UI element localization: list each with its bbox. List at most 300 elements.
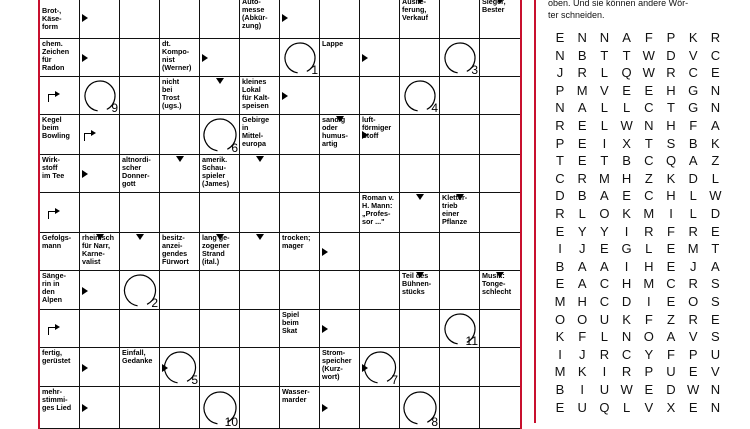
puzzle-letter[interactable]: S <box>711 329 720 345</box>
clue-r6c6: trocken; mager <box>282 233 311 251</box>
grid-cell[interactable] <box>280 193 320 233</box>
grid-cell[interactable] <box>200 193 240 233</box>
puzzle-letter[interactable]: D <box>666 382 676 397</box>
puzzle-letter[interactable]: O <box>599 206 610 221</box>
puzzle-letter[interactable]: P <box>688 346 698 362</box>
arrow-down-icon <box>136 234 144 240</box>
arrow-down-icon <box>416 0 424 4</box>
puzzle-letter[interactable]: R <box>555 118 565 133</box>
puzzle-letter[interactable]: S <box>711 276 720 292</box>
clue-r7c9: Teil des Bühnen- stücks <box>402 271 432 297</box>
clue-r1c3: dt. Kompo- nist (Werner) <box>162 39 192 73</box>
clue-r9c7: Strom- speicher (Kurz- wort) <box>322 348 352 382</box>
puzzle-letter[interactable]: F <box>644 30 653 45</box>
grid-cell[interactable] <box>480 233 520 271</box>
puzzle-letter[interactable]: I <box>558 241 562 257</box>
puzzle-letter[interactable]: H <box>621 276 632 292</box>
grid-cell[interactable] <box>280 348 320 387</box>
grid-cell[interactable] <box>320 155 360 193</box>
puzzle-letter[interactable]: D <box>621 294 632 309</box>
clue-r6c3: besitz- anzei- gendes Fürwort <box>162 233 189 267</box>
clue-r4c0: Wirk- stoff im Tee <box>42 155 65 181</box>
puzzle-letter[interactable]: E <box>622 188 631 204</box>
grid-cell[interactable] <box>80 193 120 233</box>
grid-cell[interactable] <box>440 115 480 155</box>
puzzle-letter[interactable]: A <box>600 258 609 274</box>
puzzle-letter[interactable]: K <box>622 311 631 327</box>
grid-cell[interactable] <box>480 193 520 233</box>
grid-cell[interactable] <box>240 39 280 77</box>
puzzle-letter[interactable]: P <box>644 364 654 380</box>
puzzle-letter[interactable]: R <box>644 223 654 239</box>
puzzle-letter[interactable]: N <box>710 82 721 98</box>
puzzle-letter[interactable]: C <box>710 47 721 63</box>
arrow-down-icon <box>176 156 184 162</box>
puzzle-letter[interactable]: E <box>555 399 565 415</box>
puzzle-letter[interactable]: B <box>577 188 587 204</box>
puzzle-letter[interactable]: D <box>555 188 565 204</box>
solution-circle <box>400 77 440 115</box>
circle-number: 7 <box>391 373 398 387</box>
grid-cell[interactable] <box>200 348 240 387</box>
puzzle-letter[interactable]: D <box>710 206 721 221</box>
grid-cell[interactable] <box>160 271 200 310</box>
arrow-down-icon <box>256 234 264 240</box>
puzzle-letter[interactable]: E <box>666 241 676 257</box>
grid-cell[interactable] <box>40 77 80 115</box>
puzzle-letter[interactable]: C <box>666 276 676 292</box>
puzzle-letter[interactable]: T <box>622 47 631 63</box>
grid-cell[interactable] <box>320 193 360 233</box>
grid-cell[interactable] <box>160 115 200 155</box>
grid-cell[interactable] <box>40 310 80 348</box>
grid-cell[interactable] <box>440 271 480 310</box>
puzzle-letter[interactable]: L <box>600 118 608 133</box>
puzzle-letter[interactable]: C <box>599 294 610 309</box>
grid-cell[interactable] <box>160 0 200 39</box>
clue-r2c5: kleines Lokal für Kalt- speisen <box>242 77 270 111</box>
puzzle-letter[interactable]: U <box>599 382 610 397</box>
clue-r0c9: Auslie- ferung, Verkauf <box>402 0 428 23</box>
puzzle-letter[interactable]: V <box>711 364 720 380</box>
clue-r6c0: Gefolgs- mann <box>42 233 72 251</box>
puzzle-letter[interactable]: V <box>688 329 698 345</box>
puzzle-letter[interactable]: W <box>709 188 722 204</box>
puzzle-letter[interactable]: L <box>578 206 586 221</box>
puzzle-letter[interactable]: B <box>688 135 698 151</box>
puzzle-letter[interactable]: M <box>643 276 655 292</box>
grid-cell[interactable] <box>480 348 520 387</box>
puzzle-letter[interactable]: W <box>642 47 655 63</box>
circle-number: 11 <box>465 334 478 348</box>
grid-cell[interactable] <box>240 387 280 429</box>
puzzle-letter[interactable]: E <box>577 118 587 133</box>
arrow-right-icon <box>282 14 288 22</box>
grid-cell[interactable] <box>80 310 120 348</box>
grid-cell[interactable] <box>160 387 200 429</box>
puzzle-letter[interactable]: S <box>666 135 676 151</box>
grid-cell[interactable] <box>200 0 240 39</box>
puzzle-letter[interactable]: E <box>644 82 654 98</box>
puzzle-letter[interactable]: U <box>599 311 610 327</box>
arrow-bent-icon <box>48 327 55 335</box>
solution-circle <box>120 271 160 310</box>
arrow-down-icon <box>336 116 344 122</box>
arrow-down-icon <box>416 194 424 200</box>
puzzle-letter[interactable]: A <box>622 30 631 45</box>
grid-cell[interactable] <box>400 310 440 348</box>
puzzle-letter[interactable]: K <box>577 364 587 380</box>
puzzle-letter[interactable]: F <box>644 311 653 327</box>
puzzle-letter[interactable]: L <box>622 100 631 116</box>
solution-circle <box>200 115 240 155</box>
puzzle-letter[interactable]: N <box>555 47 565 63</box>
grid-cell[interactable] <box>120 115 160 155</box>
puzzle-letter[interactable]: C <box>599 276 610 292</box>
puzzle-letter[interactable]: H <box>666 82 676 98</box>
puzzle-letter[interactable]: E <box>555 276 565 292</box>
puzzle-letter[interactable]: I <box>624 258 629 274</box>
puzzle-letter[interactable]: E <box>577 153 587 169</box>
puzzle-letter[interactable]: V <box>600 82 609 98</box>
puzzle-letter[interactable]: B <box>555 382 565 397</box>
grid-cell[interactable] <box>160 310 200 348</box>
puzzle-letter[interactable]: G <box>621 241 632 257</box>
grid-cell[interactable] <box>360 0 400 39</box>
puzzle-letter[interactable]: E <box>711 65 720 81</box>
arrow-bent-icon <box>84 133 91 141</box>
puzzle-letter[interactable]: R <box>710 30 721 45</box>
solution-circle <box>440 310 480 348</box>
puzzle-letter[interactable]: A <box>577 100 587 116</box>
grid-cell[interactable] <box>320 77 360 115</box>
puzzle-letter[interactable]: G <box>688 100 699 116</box>
puzzle-letter[interactable]: L <box>600 329 608 345</box>
puzzle-letter[interactable]: R <box>599 346 610 362</box>
letter-puzzle-panel <box>534 0 750 423</box>
puzzle-letter[interactable]: Z <box>644 170 653 186</box>
grid-cell[interactable] <box>320 271 360 310</box>
puzzle-letter[interactable]: N <box>710 399 721 415</box>
puzzle-letter[interactable]: R <box>688 223 698 239</box>
puzzle-letter[interactable]: K <box>666 170 676 186</box>
puzzle-letter[interactable]: I <box>624 223 629 239</box>
puzzle-letter[interactable]: D <box>666 47 676 63</box>
clue-r1c7: Lappe <box>322 39 344 48</box>
puzzle-letter[interactable]: D <box>688 170 698 186</box>
puzzle-letter[interactable]: X <box>666 399 676 415</box>
grid-cell[interactable] <box>360 387 400 429</box>
grid-cell[interactable] <box>360 271 400 310</box>
grid-cell[interactable] <box>400 233 440 271</box>
circle-number: 6 <box>231 141 238 155</box>
puzzle-letter[interactable]: J <box>556 65 564 81</box>
puzzle-letter[interactable]: L <box>689 206 697 221</box>
arrow-right-icon <box>322 325 328 333</box>
puzzle-letter[interactable]: P <box>555 82 565 98</box>
grid-cell[interactable] <box>480 155 520 193</box>
puzzle-letter[interactable]: H <box>666 118 676 133</box>
puzzle-letter[interactable]: L <box>711 170 719 186</box>
puzzle-letter[interactable]: N <box>621 329 632 345</box>
solution-circle <box>440 39 480 77</box>
grid-cell[interactable] <box>200 310 240 348</box>
puzzle-letter[interactable]: A <box>711 258 720 274</box>
circle-number: 8 <box>431 415 438 429</box>
puzzle-letter[interactable]: F <box>667 346 675 362</box>
puzzle-letter[interactable]: M <box>687 241 699 257</box>
puzzle-letter[interactable]: C <box>644 153 654 169</box>
grid-cell[interactable] <box>360 155 400 193</box>
puzzle-letter[interactable]: Z <box>667 311 675 327</box>
grid-cell[interactable] <box>400 155 440 193</box>
grid-cell[interactable] <box>240 310 280 348</box>
puzzle-letter[interactable]: T <box>644 135 653 151</box>
puzzle-letter[interactable]: E <box>622 82 631 98</box>
puzzle-letter[interactable]: E <box>666 258 676 274</box>
puzzle-letter[interactable]: P <box>666 30 676 45</box>
puzzle-letter[interactable]: T <box>600 153 609 169</box>
puzzle-letter[interactable]: E <box>555 30 565 45</box>
puzzle-letter[interactable]: I <box>669 206 673 221</box>
puzzle-letter[interactable]: K <box>711 135 720 151</box>
puzzle-letter[interactable]: S <box>711 294 720 309</box>
arrow-down-icon <box>456 194 464 200</box>
puzzle-letter[interactable]: J <box>578 241 586 257</box>
puzzle-letter[interactable]: E <box>688 399 698 415</box>
puzzle-letter[interactable]: R <box>555 206 565 221</box>
puzzle-letter[interactable]: I <box>646 294 651 309</box>
grid-cell[interactable] <box>120 310 160 348</box>
puzzle-letter[interactable]: Y <box>600 223 609 239</box>
puzzle-letter[interactable]: B <box>577 47 587 63</box>
grid-cell[interactable] <box>120 77 160 115</box>
clue-r0c0: Brot-, Käse- form <box>42 6 62 32</box>
puzzle-letter[interactable]: J <box>578 346 586 362</box>
puzzle-letter[interactable]: I <box>602 364 607 380</box>
puzzle-letter[interactable]: R <box>621 364 632 380</box>
puzzle-letter[interactable]: V <box>688 47 698 63</box>
puzzle-letter[interactable]: I <box>580 382 584 397</box>
puzzle-letter[interactable]: N <box>710 382 721 397</box>
puzzle-letter[interactable]: F <box>578 329 587 345</box>
puzzle-letter[interactable]: H <box>621 170 632 186</box>
puzzle-letter[interactable]: T <box>711 241 720 257</box>
grid-cell[interactable] <box>440 77 480 115</box>
puzzle-letter[interactable]: N <box>577 30 587 45</box>
puzzle-letter[interactable]: A <box>711 118 720 133</box>
puzzle-letter[interactable]: E <box>644 382 654 397</box>
puzzle-letter[interactable]: Y <box>644 346 654 362</box>
puzzle-letter[interactable]: H <box>666 188 676 204</box>
puzzle-letter[interactable]: M <box>576 82 588 98</box>
grid-cell[interactable] <box>240 271 280 310</box>
clue-r6c1: rheinisch für Narr, Karne- valist <box>82 233 114 267</box>
clue-r3c7: sandig oder humus- artig <box>322 115 348 149</box>
grid-cell[interactable] <box>280 155 320 193</box>
grid-cell[interactable] <box>280 115 320 155</box>
puzzle-letter[interactable]: V <box>644 399 654 415</box>
solution-circle <box>160 348 200 387</box>
grid-cell[interactable] <box>160 193 200 233</box>
grid-cell[interactable] <box>440 387 480 429</box>
puzzle-letter[interactable]: E <box>555 223 565 239</box>
puzzle-letter[interactable]: C <box>555 170 565 186</box>
clue-r3c8: luft- förmiger Stoff <box>362 115 392 141</box>
puzzle-letter[interactable]: A <box>600 188 609 204</box>
letter-puzzle-intro: oben. Und sie können andere Wör- ter schneiden. <box>548 0 689 20</box>
circle-number: 4 <box>431 101 438 115</box>
puzzle-letter[interactable]: E <box>711 223 720 239</box>
circle-number: 1 <box>311 63 318 77</box>
solution-circle <box>280 39 320 77</box>
puzzle-letter[interactable]: R <box>577 170 587 186</box>
puzzle-letter[interactable]: H <box>644 258 654 274</box>
clue-r7c11: Musik: Tonge- schlecht <box>482 271 512 297</box>
puzzle-letter[interactable]: W <box>642 65 655 81</box>
grid-cell[interactable] <box>280 271 320 310</box>
puzzle-letter[interactable]: W <box>620 382 633 397</box>
puzzle-letter[interactable]: A <box>688 153 698 169</box>
grid-cell[interactable] <box>440 155 480 193</box>
grid-cell[interactable] <box>240 348 280 387</box>
grid-cell[interactable] <box>480 115 520 155</box>
puzzle-letter[interactable]: C <box>644 188 654 204</box>
puzzle-letter[interactable]: L <box>600 65 608 81</box>
arrow-right-icon <box>282 92 288 100</box>
puzzle-letter[interactable]: N <box>555 100 565 116</box>
grid-cell[interactable] <box>400 348 440 387</box>
puzzle-letter[interactable]: E <box>666 294 676 309</box>
puzzle-letter[interactable]: M <box>554 294 566 309</box>
puzzle-letter[interactable]: N <box>599 30 610 45</box>
puzzle-letter[interactable]: E <box>600 241 609 257</box>
grid-cell[interactable] <box>440 233 480 271</box>
puzzle-letter[interactable]: Z <box>711 153 720 169</box>
puzzle-letter[interactable]: N <box>710 100 721 116</box>
puzzle-letter[interactable]: O <box>688 294 699 309</box>
puzzle-letter[interactable]: I <box>558 346 562 362</box>
puzzle-letter[interactable]: M <box>598 170 610 186</box>
puzzle-letter[interactable]: G <box>688 82 699 98</box>
grid-cell[interactable] <box>120 0 160 39</box>
puzzle-letter[interactable]: T <box>667 100 675 116</box>
puzzle-letter[interactable]: B <box>555 258 565 274</box>
clue-r9c2: Einfall, Gedanke <box>122 348 153 366</box>
puzzle-letter[interactable]: L <box>600 100 608 116</box>
puzzle-letter[interactable]: U <box>577 399 587 415</box>
grid-cell[interactable] <box>320 0 360 39</box>
puzzle-letter[interactable]: L <box>645 241 653 257</box>
puzzle-letter[interactable]: R <box>688 276 698 292</box>
grid-cell[interactable] <box>480 39 520 77</box>
arrow-right-icon <box>202 54 208 62</box>
grid-cell[interactable] <box>360 310 400 348</box>
puzzle-letter[interactable]: T <box>556 153 564 169</box>
puzzle-letter[interactable]: N <box>644 118 654 133</box>
arrow-down-icon <box>216 78 224 84</box>
puzzle-letter[interactable]: K <box>555 329 565 345</box>
puzzle-letter[interactable]: M <box>554 364 566 380</box>
puzzle-letter[interactable]: F <box>667 223 675 239</box>
puzzle-letter[interactable]: E <box>711 311 720 327</box>
puzzle-letter[interactable]: L <box>689 188 697 204</box>
puzzle-letter[interactable]: J <box>689 258 697 274</box>
puzzle-letter[interactable]: K <box>622 206 631 221</box>
puzzle-letter[interactable]: I <box>602 135 607 151</box>
puzzle-letter[interactable]: Q <box>665 153 677 169</box>
puzzle-letter[interactable]: E <box>577 135 587 151</box>
puzzle-letter[interactable]: R <box>666 65 676 81</box>
puzzle-letter[interactable]: T <box>600 47 609 63</box>
solution-circle <box>360 348 400 387</box>
grid-cell[interactable] <box>120 387 160 429</box>
puzzle-letter[interactable]: L <box>622 399 631 415</box>
arrow-right-icon <box>362 131 368 139</box>
puzzle-letter[interactable]: W <box>687 382 700 397</box>
grid-cell[interactable] <box>120 193 160 233</box>
grid-cell[interactable] <box>440 0 480 39</box>
circle-number: 3 <box>471 63 478 77</box>
puzzle-letter[interactable]: P <box>555 135 565 151</box>
puzzle-letter[interactable]: Q <box>599 399 610 415</box>
puzzle-letter[interactable]: F <box>689 118 698 133</box>
puzzle-letter[interactable]: A <box>577 276 587 292</box>
grid-cell[interactable] <box>360 77 400 115</box>
puzzle-letter[interactable]: A <box>666 329 676 345</box>
puzzle-letter[interactable]: M <box>643 206 655 221</box>
puzzle-letter[interactable]: A <box>577 258 587 274</box>
arrow-right-icon <box>82 364 88 372</box>
puzzle-letter[interactable]: O <box>577 311 588 327</box>
puzzle-letter[interactable]: O <box>554 311 566 327</box>
grid-cell[interactable] <box>400 39 440 77</box>
clue-r1c0: chem. Zeichen für Radon <box>42 39 70 73</box>
puzzle-letter[interactable]: R <box>577 65 587 81</box>
arrow-down-icon <box>496 272 504 278</box>
puzzle-letter[interactable]: B <box>622 153 631 169</box>
grid-cell[interactable] <box>40 193 80 233</box>
puzzle-letter[interactable]: X <box>622 135 631 151</box>
grid-cell[interactable] <box>360 233 400 271</box>
puzzle-letter[interactable]: C <box>688 65 698 81</box>
grid-cell[interactable] <box>200 271 240 310</box>
clue-r6c4: lang ge- zogener Strand (ital.) <box>202 233 230 267</box>
puzzle-letter[interactable]: H <box>577 294 587 309</box>
puzzle-letter[interactable]: C <box>621 346 632 362</box>
puzzle-letter[interactable]: W <box>620 118 633 133</box>
puzzle-letter[interactable]: R <box>688 311 698 327</box>
grid-cell[interactable] <box>440 348 480 387</box>
grid-cell[interactable] <box>120 39 160 77</box>
puzzle-letter[interactable]: Q <box>621 65 632 81</box>
grid-cell[interactable] <box>480 387 520 429</box>
puzzle-letter[interactable]: K <box>688 30 698 45</box>
grid-cell[interactable] <box>400 115 440 155</box>
grid-cell[interactable] <box>240 193 280 233</box>
puzzle-letter[interactable]: C <box>644 100 654 116</box>
puzzle-letter[interactable]: U <box>710 346 721 362</box>
arrow-down-icon <box>96 234 104 240</box>
puzzle-letter[interactable]: U <box>666 364 676 380</box>
grid-cell[interactable] <box>480 77 520 115</box>
puzzle-letter[interactable]: E <box>688 364 698 380</box>
arrow-bent-icon <box>48 211 55 219</box>
grid-cell[interactable] <box>480 310 520 348</box>
puzzle-letter[interactable]: O <box>643 329 654 345</box>
circle-number: 9 <box>111 101 118 115</box>
puzzle-letter[interactable]: Y <box>577 223 587 239</box>
